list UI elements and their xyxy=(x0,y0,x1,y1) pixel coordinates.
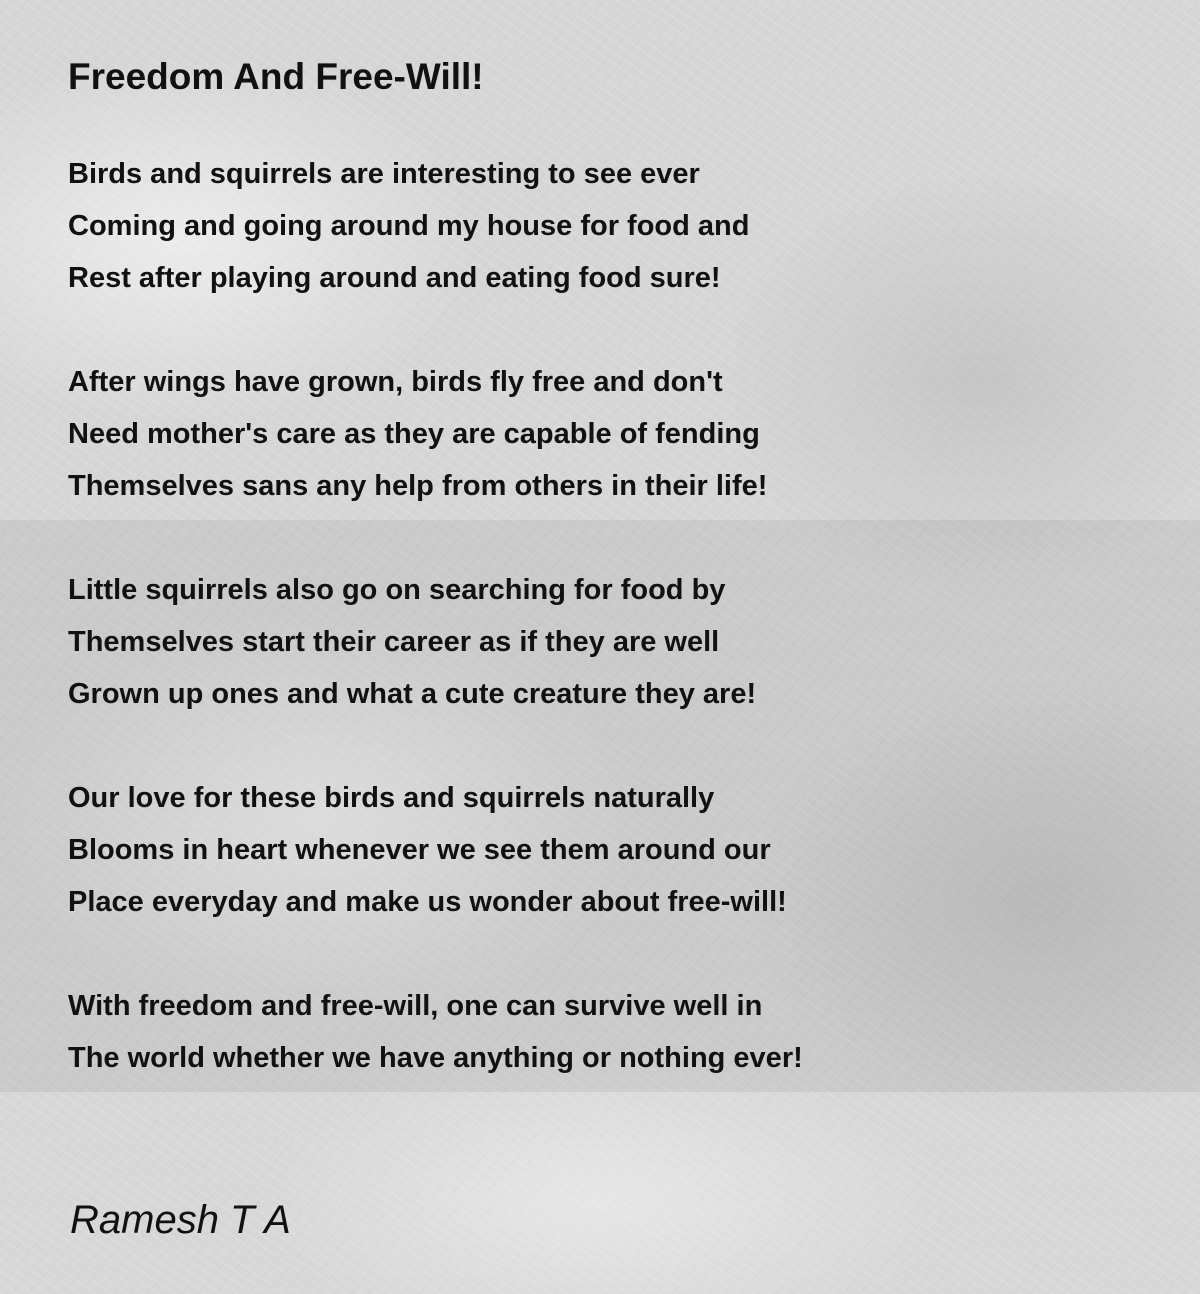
stanza-1 xyxy=(68,148,1168,304)
poem-line: Coming and going around my house for food and xyxy=(68,210,750,242)
poem-title: Freedom And Free-Will! xyxy=(68,56,484,97)
poem-line: With freedom and free-will, one can survive well in xyxy=(68,990,763,1022)
poem-line: Birds and squirrels are interesting to see ever xyxy=(68,158,700,190)
poem-line: After wings have grown, birds fly free and don't xyxy=(68,366,723,398)
stanza-4 xyxy=(68,772,1168,928)
poem-body xyxy=(68,148,1168,1136)
poem-line: Blooms in heart whenever we see them around our xyxy=(68,834,771,866)
poem-line: Rest after playing around and eating food sure! xyxy=(68,262,721,294)
poem-line: Themselves start their career as if they are well xyxy=(68,626,720,658)
poem-line: Grown up ones and what a cute creature they are! xyxy=(68,678,757,710)
stanza-5 xyxy=(68,980,1168,1084)
poem-line: Little squirrels also go on searching for food by xyxy=(68,574,726,606)
poem-line: Place everyday and make us wonder about free-will! xyxy=(68,886,787,918)
poem-line: Need mother's care as they are capable of fending xyxy=(68,418,760,450)
poem-line: Themselves sans any help from others in their life! xyxy=(68,470,768,502)
stanza-3 xyxy=(68,564,1168,720)
poem-line: The world whether we have anything or nothing ever! xyxy=(68,1042,803,1074)
poem-line: Our love for these birds and squirrels naturally xyxy=(68,782,715,814)
poem-author: Ramesh T A xyxy=(70,1198,291,1242)
stanza-2 xyxy=(68,356,1168,512)
